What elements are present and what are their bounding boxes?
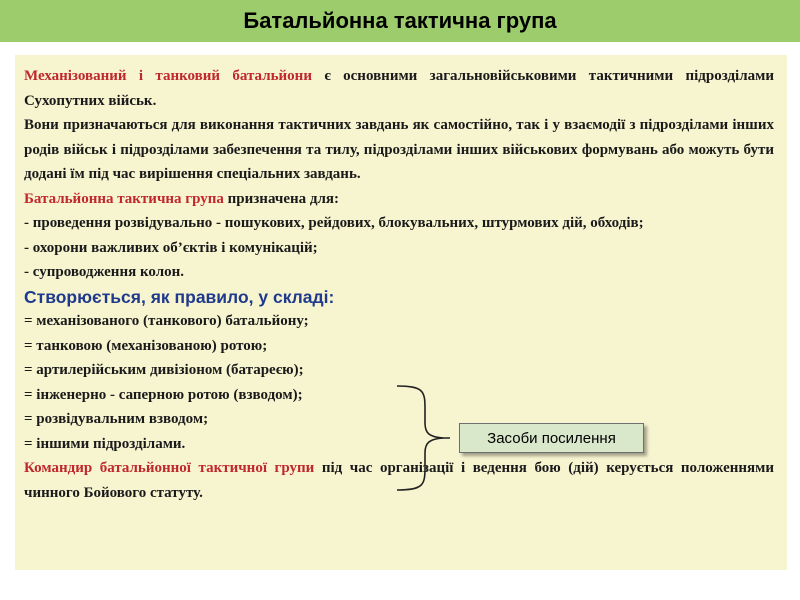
btg-highlight: Батальйонна тактична група xyxy=(24,190,224,207)
composition-item: = інженерно - саперною ротою (взводом); xyxy=(24,386,303,403)
title-bar xyxy=(0,0,800,42)
intro-paragraph xyxy=(24,64,774,113)
composition-heading: Створюється, як правило, у складі: xyxy=(24,286,335,307)
slide-title: Батальйонна тактична група xyxy=(243,8,557,33)
btg-rest: призначена для: xyxy=(223,190,339,207)
composition-item: = танковою (механізованою) ротою; xyxy=(24,337,268,354)
purpose-item: - супроводження колон. xyxy=(24,264,185,280)
btg-paragraph xyxy=(24,187,774,212)
intro-rest: є основними загальновійськовими тактичними підрозділами Сухопутних військ. xyxy=(24,68,774,109)
purpose-item: - проведення розвідувально - пошукових, рейдових, блокувальних, штурмових дій, обходів; xyxy=(24,215,644,231)
commander-rest: під час організації і ведення бою (дій) керується положеннями чинного Бойового статуту. xyxy=(24,460,774,501)
curly-brace-icon xyxy=(395,383,450,493)
intro-highlight: Механізований і танковий батальйони xyxy=(24,68,312,84)
composition-item: = артилерійським дивізіоном (батареєю); xyxy=(24,362,304,378)
composition-item: = механізованого (танкового) батальйону; xyxy=(24,313,309,329)
reinforcement-callout xyxy=(459,423,644,453)
purpose-paragraph: Вони призначаються для виконання тактичних завдань як самостійно, так і у взаємодії з підрозділами інших родів військ і підрозділами забезпечення та тилу, підрозділами інших військових формувань або можуть бути додані їм під час вирішення спеціальних завдань. xyxy=(24,117,774,182)
reinforcement-label: Засоби посилення xyxy=(487,429,616,447)
commander-highlight: Командир батальйонної тактичної групи xyxy=(24,460,315,476)
composition-item: = розвідувальним взводом; xyxy=(24,411,209,427)
composition-item: = іншими підрозділами. xyxy=(24,435,186,452)
purpose-item: - охорони важливих об’єктів і комунікацій; xyxy=(24,239,318,256)
